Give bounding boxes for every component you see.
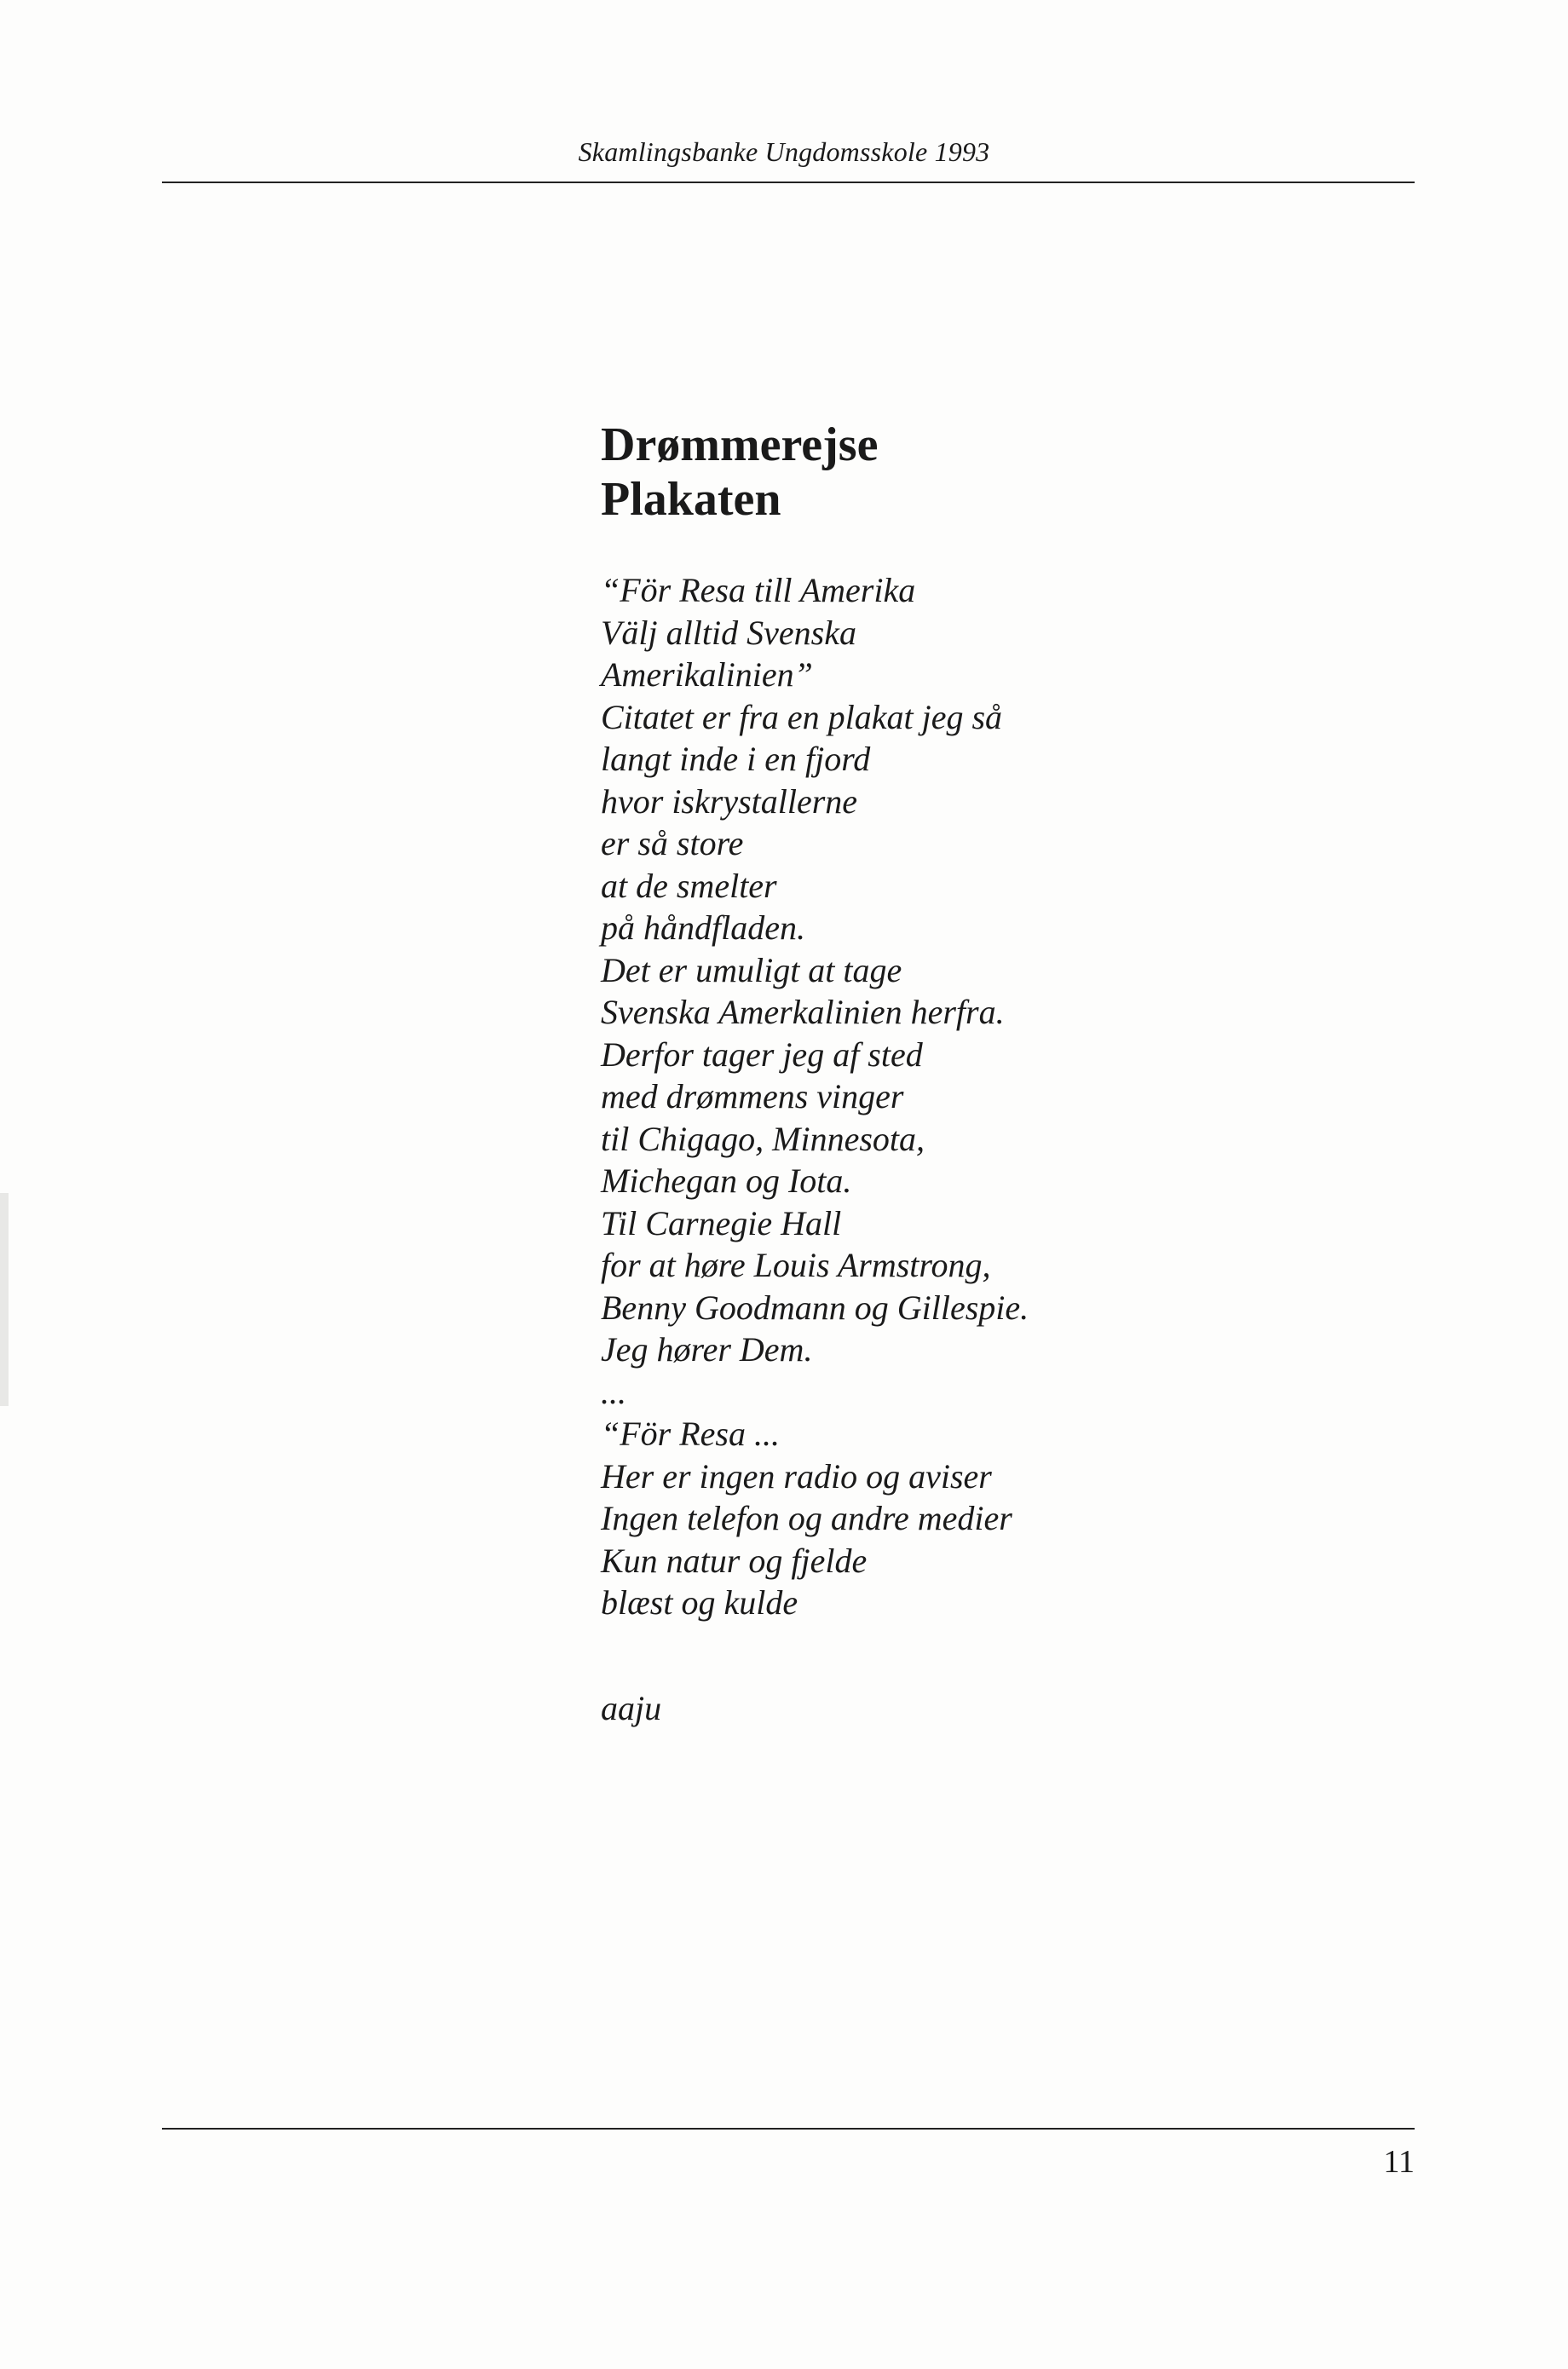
poem-line: Citatet er fra en plakat jeg så	[601, 697, 1003, 736]
poem-line: Svenska Amerkalinien herfra.	[601, 993, 1005, 1031]
poem-line: hvor iskrystallerne	[601, 781, 858, 821]
running-header: Skamlingsbanke Ungdomsskole 1993	[578, 136, 990, 167]
poem-line: til Chigago, Minnesota,	[601, 1119, 925, 1158]
poem-line: med drømmens vinger	[601, 1077, 904, 1115]
poem-line: langt inde i en fjord	[601, 740, 871, 778]
poem-body	[601, 569, 1029, 1624]
header-rule	[162, 182, 1415, 183]
poem-line: Det er umuligt at tage	[601, 950, 902, 989]
poem-line: Derfor tager jeg af sted	[601, 1035, 923, 1074]
poem-line: Michegan og Iota.	[601, 1161, 852, 1200]
binding-shadow	[0, 1193, 9, 1406]
poem-line: at de smelter	[601, 866, 777, 905]
poem-line: “För Resa ...	[601, 1415, 780, 1453]
poem-line: blæst og kulde	[601, 1583, 798, 1622]
author-signature: aaju	[601, 1689, 662, 1727]
poem-line: Benny Goodmann og Gillespie.	[601, 1288, 1029, 1327]
title-line: Drømmerejse	[601, 418, 879, 471]
poem-line: Her er ingen radio og aviser	[601, 1456, 992, 1496]
poem-line: Kun natur og fjelde	[601, 1541, 868, 1580]
poem-line: er så store	[601, 824, 744, 862]
poem-line: Ingen telefon og andre medier	[601, 1499, 1012, 1537]
poem-line: Jeg hører Dem.	[601, 1330, 813, 1369]
poem-line: Til Carnegie Hall	[601, 1203, 842, 1242]
poem-line: ...	[601, 1372, 626, 1411]
title-line: Plakaten	[601, 473, 781, 526]
poem-line: “För Resa till Amerika	[601, 571, 916, 609]
footer-rule	[162, 2128, 1415, 2130]
article-title	[601, 418, 878, 527]
poem-line: på håndfladen.	[601, 908, 805, 947]
poem-line: Amerikalinien”	[601, 655, 813, 694]
page-number: 11	[1383, 2144, 1415, 2180]
poem-line: Välj alltid Svenska	[601, 613, 856, 652]
poem-line: for at høre Louis Armstrong,	[601, 1246, 991, 1284]
